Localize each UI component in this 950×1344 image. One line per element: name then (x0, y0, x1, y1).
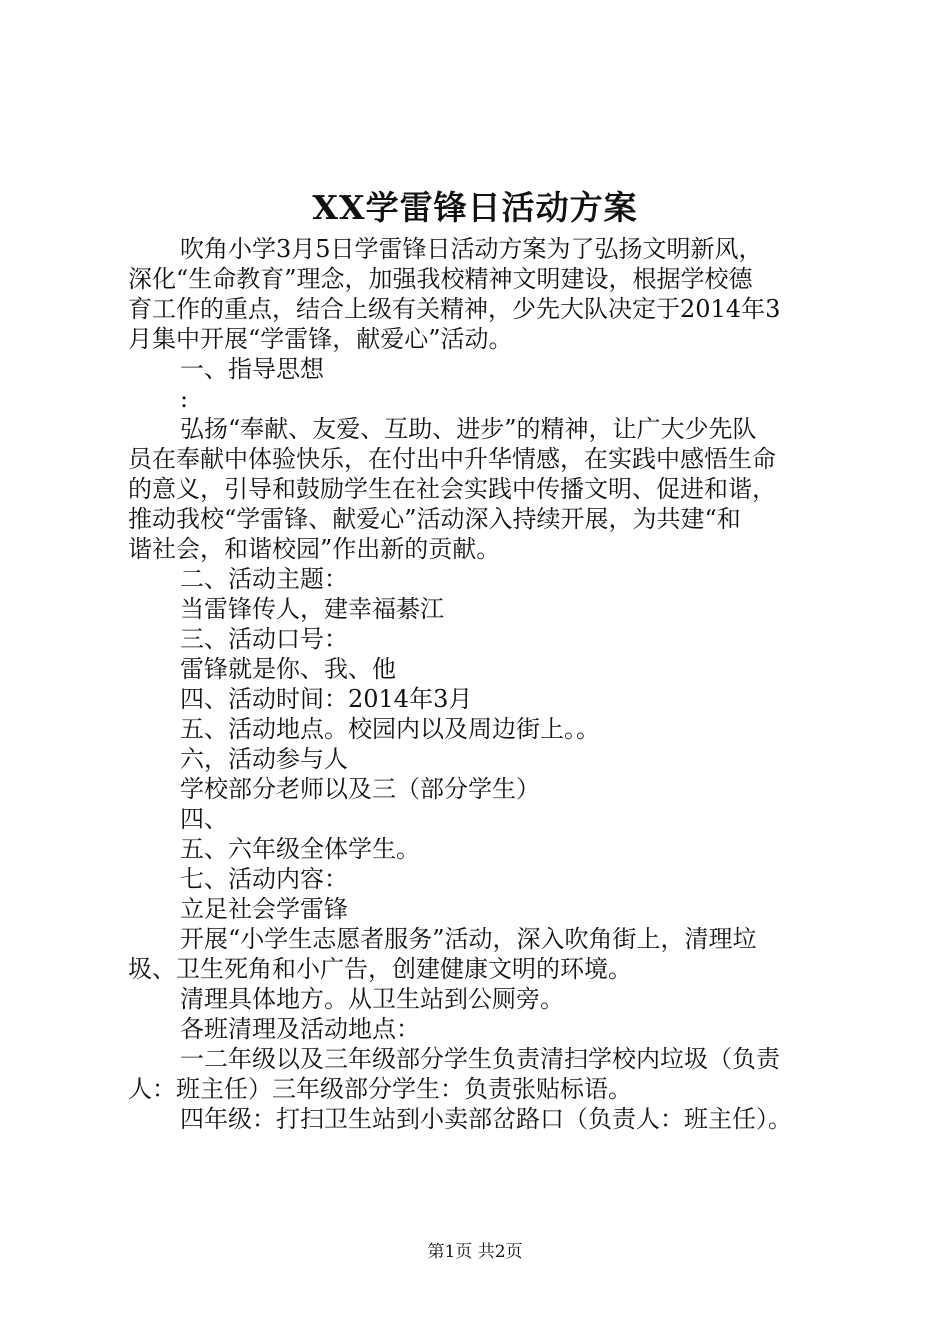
body-line: 各班清理及活动地点： (180, 1015, 420, 1043)
body-line: 一二年级以及三年级部分学生负责清扫学校内垃圾（负责 (180, 1045, 780, 1073)
body-line: 雷锋就是你、我、他 (180, 655, 396, 683)
body-line: 一、指导思想 (180, 355, 324, 383)
body-line: 弘扬“奉献、友爱、互助、进步”的精神，让广大少先队 (180, 415, 757, 443)
body-line: 二、活动主题： (180, 565, 348, 593)
body-line: : (180, 385, 189, 413)
body-line: 七、活动内容： (180, 865, 348, 893)
body-line: 人：班主任）三年级部分学生：负责张贴标语。 (128, 1075, 632, 1103)
page-footer: 第1页 共2页 (427, 1242, 523, 1262)
document-body (128, 234, 838, 1134)
body-line: 员在奉献中体验快乐，在付出中升华情感，在实践中感悟生命 (128, 445, 776, 473)
body-line: 吹角小学3月5日学雷锋日活动方案为了弘扬文明新风， (180, 235, 763, 263)
body-line: 深化“生命教育”理念，加强我校精神文明建设，根据学校德 (128, 265, 753, 293)
document-title: XX学雷锋日活动方案 (312, 188, 638, 227)
body-line: 推动我校“学雷锋、献爱心”活动深入持续开展，为共建“和 (128, 505, 741, 533)
body-line: 四、 (180, 805, 228, 833)
body-line: 清理具体地方。从卫生站到公厕旁。 (180, 985, 564, 1013)
body-line: 当雷锋传人，建幸福綦江 (180, 595, 444, 623)
body-line: 育工作的重点，结合上级有关精神，少先大队决定于2014年3 (128, 295, 781, 323)
body-line: 圾、卫生死角和小广告，创建健康文明的环境。 (128, 955, 632, 983)
body-line: 四年级：打扫卫生站到小卖部岔路口（负责人：班主任）。 (180, 1105, 792, 1133)
body-line: 开展“小学生志愿者服务”活动，深入吹角街上，清理垃 (180, 925, 757, 953)
body-line: 三、活动口号： (180, 625, 348, 653)
body-line: 四、活动时间：2014年3月 (180, 685, 473, 713)
body-line: 六，活动参与人 (180, 745, 348, 773)
body-line: 学校部分老师以及三（部分学生） (180, 775, 540, 803)
body-line: 的意义，引导和鼓励学生在社会实践中传播文明、促进和谐， (128, 475, 776, 503)
body-line: 谐社会，和谐校园”作出新的贡献。 (128, 535, 501, 563)
body-line: 五、活动地点。校园内以及周边街上。。 (180, 715, 600, 743)
body-line: 五、六年级全体学生。 (180, 835, 420, 863)
body-line: 月集中开展“学雷锋，献爱心”活动。 (128, 325, 513, 353)
body-line: 立足社会学雷锋 (180, 895, 348, 923)
